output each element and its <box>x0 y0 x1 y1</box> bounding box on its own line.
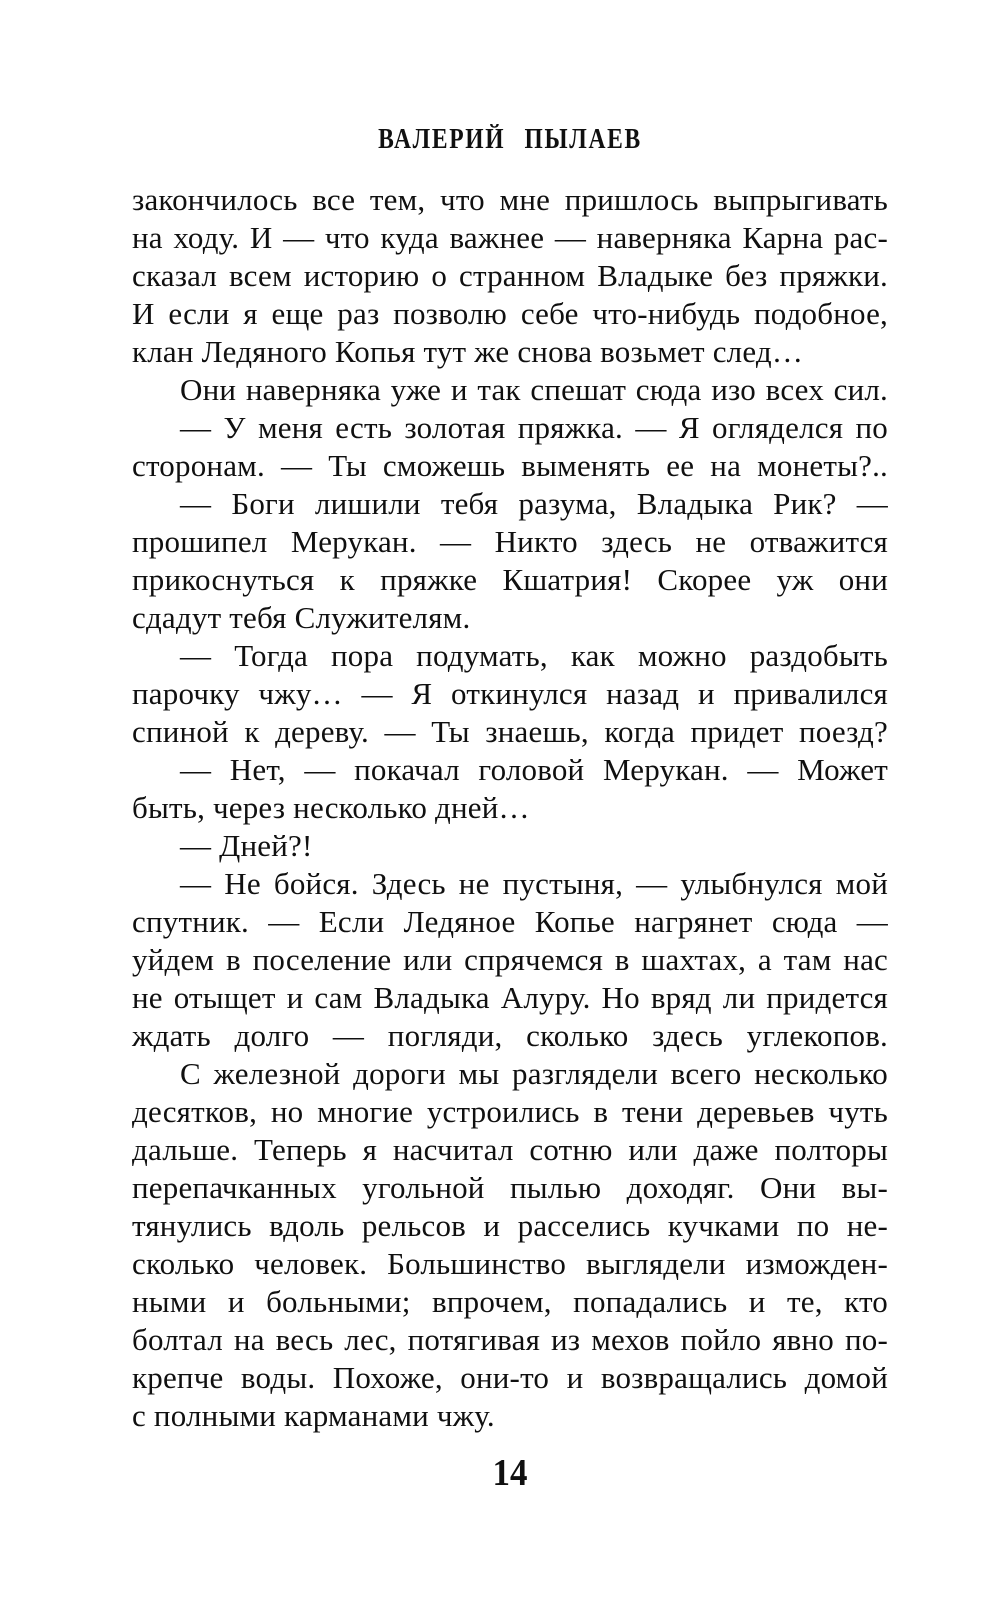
text-line: И если я еще раз позволю себе что-нибудь подобное, <box>132 296 888 331</box>
text-line: — У меня есть золотая пряжка. — Я огляделся по <box>180 410 888 445</box>
text-line: — Не бойся. Здесь не пустыня, — улыбнулся мой <box>180 866 888 901</box>
text-line: болтал на весь лес, потягивая из мехов пойло явно по- <box>132 1322 888 1357</box>
text-line: ными и больными; впрочем, попадались и те, кто <box>132 1284 888 1319</box>
text-line: прикоснуться к пряжке Кшатрия! Скорее уж они <box>132 562 888 597</box>
text-line: сторонам. — Ты сможешь выменять ее на монеты?.. <box>132 448 888 483</box>
text-line: перепачканных угольной пылью доходяг. Они вы- <box>132 1170 888 1205</box>
text-line: — Нет, — покачал головой Мерукан. — Может <box>180 752 888 787</box>
text-line: С железной дороги мы разглядели всего несколько <box>180 1056 888 1091</box>
text-line: уйдем в поселение или спрячемся в шахтах, а там нас <box>132 942 888 977</box>
text-line: тянулись вдоль рельсов и расселись кучками по не- <box>132 1208 888 1243</box>
text-line: закончилось все тем, что мне пришлось выпрыгивать <box>132 182 888 217</box>
text-line: с полными карманами чжу. <box>132 1398 495 1433</box>
text-line: спутник. — Если Ледяное Копье нагрянет сюда — <box>132 904 888 939</box>
running-head-author: ВАЛЕРИЙ ПЫЛАЕВ <box>378 124 642 155</box>
text-line: клан Ледяного Копья тут же снова возьмет след… <box>132 334 804 369</box>
text-line: Они наверняка уже и так спешат сюда изо всех сил. <box>180 372 888 407</box>
text-line: не отыщет и сам Владыка Алуру. Но вряд ли придется <box>132 980 888 1015</box>
text-line: дальше. Теперь я насчитал сотню или даже полторы <box>132 1132 888 1167</box>
text-line: спиной к дереву. — Ты знаешь, когда придет поезд? <box>132 714 888 749</box>
text-line: сдадут тебя Служителям. <box>132 600 471 635</box>
text-block <box>132 181 888 1435</box>
text-line: сколько человек. Большинство выглядели изможден- <box>132 1246 888 1281</box>
text-line: крепче воды. Похоже, они-то и возвращались домой <box>132 1360 888 1395</box>
text-line: ждать долго — погляди, сколько здесь углекопов. <box>132 1018 888 1053</box>
text-line: — Дней?! <box>180 828 313 863</box>
text-line: быть, через несколько дней… <box>132 790 530 825</box>
text-line: на ходу. И — что куда важнее — наверняка Карна рас- <box>132 220 888 255</box>
text-line: прошипел Мерукан. — Никто здесь не отважится <box>132 524 888 559</box>
text-line: парочку чжу… — Я откинулся назад и привалился <box>132 676 888 711</box>
text-line: десятков, но многие устроились в тени деревьев чуть <box>132 1094 888 1129</box>
text-line: — Тогда пора подумать, как можно раздобыть <box>180 638 888 673</box>
text-line: — Боги лишили тебя разума, Владыка Рик? — <box>180 486 888 521</box>
text-line: сказал всем историю о странном Владыке без пряжки. <box>132 258 888 293</box>
page-number: 14 <box>492 1452 528 1494</box>
